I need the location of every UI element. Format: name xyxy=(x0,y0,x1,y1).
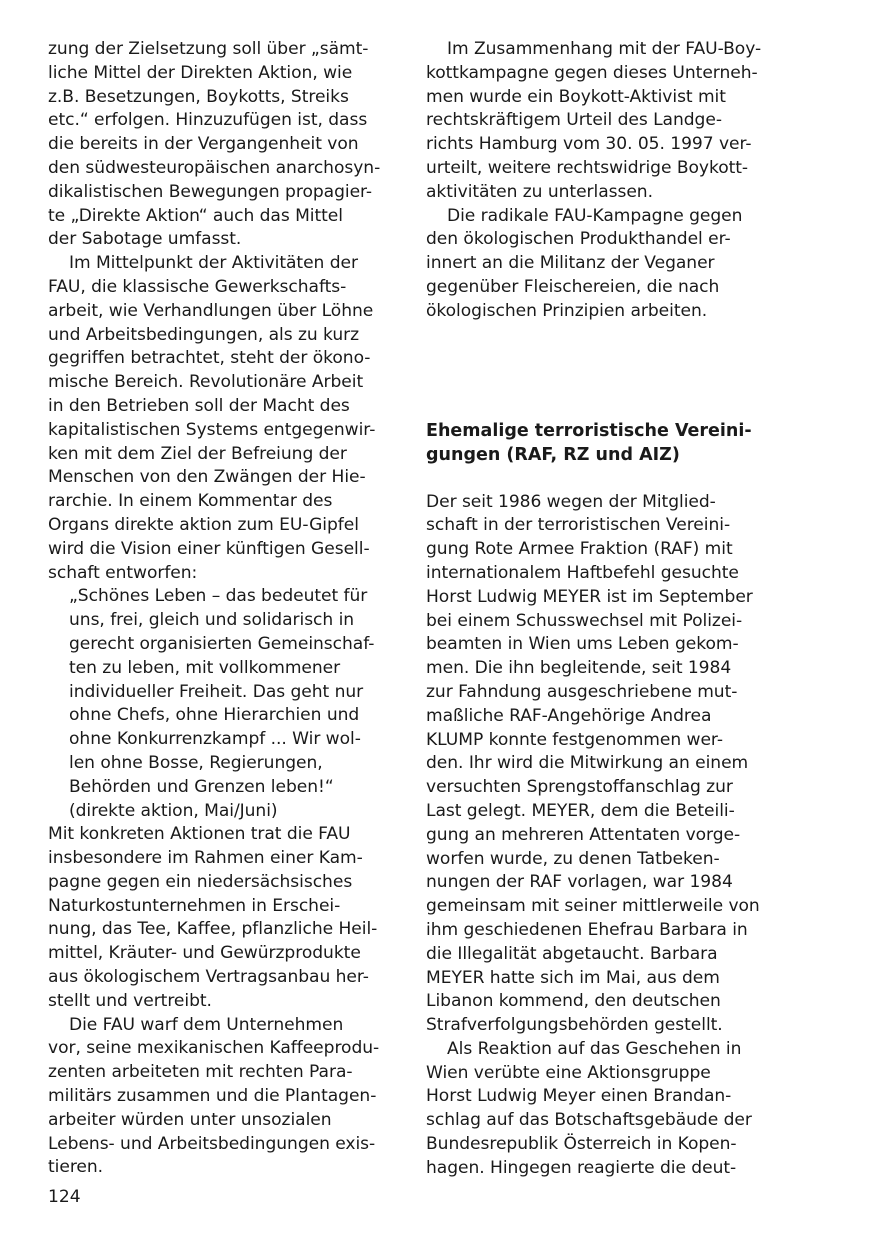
text-line: Strafverfolgungsbehörden gestellt. xyxy=(426,1015,723,1036)
quote-line: individueller Freiheit. Das geht nur xyxy=(69,681,364,702)
text-line: rarchie. In einem Kommentar des xyxy=(48,491,333,512)
text-line: urteilt, weitere rechtswidrige Boykott- xyxy=(426,157,749,178)
text-line: Im Mittelpunkt der Aktivitäten der xyxy=(69,253,358,274)
text-line: MEYER hatte sich im Mai, aus dem xyxy=(426,967,720,988)
text-line: arbeiter würden unter unsozialen xyxy=(48,1109,332,1130)
text-line: insbesondere im Rahmen einer Kam- xyxy=(48,848,363,869)
text-line: arbeit, wie Verhandlungen über Löhne xyxy=(48,300,374,321)
quote-line: Behörden und Grenzen leben!“ xyxy=(69,776,334,797)
paragraph xyxy=(48,38,393,252)
text-line: die bereits in der Vergangenheit von xyxy=(48,134,359,155)
text-line: Menschen von den Zwängen der Hie- xyxy=(48,467,366,488)
text-line: vor, seine mexikanischen Kaffeeprodu- xyxy=(48,1038,380,1059)
text-line: kapitalistischen Systems entgegenwir- xyxy=(48,419,376,440)
text-line: dikalistischen Bewegungen propagier- xyxy=(48,181,373,202)
text-line: tieren. xyxy=(48,1157,104,1178)
quote-line: len ohne Bosse, Regierungen, xyxy=(69,752,323,773)
left-column xyxy=(48,38,393,1180)
text-line: rechtskräftigem Urteil des Landge- xyxy=(426,110,722,131)
text-line: ken mit dem Ziel der Befreiung der xyxy=(48,443,347,464)
text-line: internationalem Haftbefehl gesuchte xyxy=(426,562,739,583)
text-line: schaft in der terroristischen Vereini- xyxy=(426,515,731,536)
quote-line: ten zu leben, mit vollkommener xyxy=(69,657,341,678)
text-line: der Sabotage umfasst. xyxy=(48,229,242,250)
text-line: den südwesteuropäischen anarchosyn- xyxy=(48,157,381,178)
text-line: zur Fahndung ausgeschriebene mut- xyxy=(426,681,738,702)
text-line: gung Rote Armee Fraktion (RAF) mit xyxy=(426,539,733,560)
text-line: bei einem Schusswechsel mit Polizei- xyxy=(426,610,743,631)
text-line: in den Betrieben soll der Macht des xyxy=(48,395,350,416)
text-line: gegenüber Fleischereien, die nach xyxy=(426,276,720,297)
text-line: schlag auf das Botschaftsgebäude der xyxy=(426,1110,752,1131)
quote-line: uns, frei, gleich und solidarisch in xyxy=(69,610,355,631)
quote-line: gerecht organisierten Gemeinschaf- xyxy=(69,633,375,654)
text-line: te „Direkte Aktion“ auch das Mittel xyxy=(48,205,343,226)
text-line: Bundesrepublik Österreich in Kopen- xyxy=(426,1134,737,1155)
text-line: Die FAU warf dem Unternehmen xyxy=(69,1014,344,1035)
text-line: aus ökologischem Vertragsanbau her- xyxy=(48,967,369,988)
text-line: mische Bereich. Revolutionäre Arbeit xyxy=(48,372,364,393)
quote-source: (direkte aktion, Mai/Juni) xyxy=(69,800,278,821)
paragraph xyxy=(426,38,771,205)
text-line: innert an die Militanz der Veganer xyxy=(426,253,715,274)
right-column xyxy=(426,38,771,1181)
text-line: gung an mehreren Attentaten vorge- xyxy=(426,824,741,845)
text-line: den ökologischen Produkthandel er- xyxy=(426,229,731,250)
text-line: beamten in Wien ums Leben gekom- xyxy=(426,634,739,655)
text-line: worfen wurde, zu denen Tatbeken- xyxy=(426,848,720,869)
text-line: etc.“ erfolgen. Hinzuzufügen ist, dass xyxy=(48,110,368,131)
text-line: Horst Ludwig MEYER ist im September xyxy=(426,586,753,607)
text-line: maßliche RAF-Angehörige Andrea xyxy=(426,705,712,726)
text-line: gemeinsam mit seiner mittlerweile von xyxy=(426,896,760,917)
text-line: men. Die ihn begleitende, seit 1984 xyxy=(426,658,732,679)
text-line: Libanon kommend, den deutschen xyxy=(426,991,721,1012)
heading-line: Ehemalige terroristische Vereini- xyxy=(426,420,752,441)
text-line: ökologischen Prinzipien arbeiten. xyxy=(426,300,708,321)
text-line: versuchten Sprengstoffanschlag zur xyxy=(426,777,733,798)
paragraph xyxy=(48,823,393,1013)
text-line: zenten arbeiteten mit rechten Para- xyxy=(48,1062,353,1083)
text-line: wird die Vision einer künftigen Gesell- xyxy=(48,538,370,559)
text-line: liche Mittel der Direkten Aktion, wie xyxy=(48,62,353,83)
text-line: gegriffen betrachtet, steht der ökono- xyxy=(48,348,371,369)
text-line: zung der Zielsetzung soll über „sämt- xyxy=(48,39,369,59)
text-line: Last gelegt. MEYER, dem die Beteili- xyxy=(426,800,735,821)
text-line: pagne gegen ein niedersächsisches xyxy=(48,871,353,892)
paragraph xyxy=(426,205,771,324)
text-line: militärs zusammen und die Plantagen- xyxy=(48,1086,377,1107)
text-line: Der seit 1986 wegen der Mitglied- xyxy=(426,491,716,512)
text-line: hagen. Hingegen reagierte die deut- xyxy=(426,1157,737,1178)
text-line: men wurde ein Boykott-Aktivist mit xyxy=(426,86,726,107)
text-line: FAU, die klassische Gewerkschafts- xyxy=(48,276,347,297)
section-heading xyxy=(426,419,771,467)
text-line: Naturkostunternehmen in Erschei- xyxy=(48,895,341,916)
text-line: Im Zusammenhang mit der FAU-Boy- xyxy=(447,39,762,59)
text-line: Mit konkreten Aktionen trat die FAU xyxy=(48,824,351,845)
text-line: und Arbeitsbedingungen, als zu kurz xyxy=(48,324,360,345)
text-line: den. Ihr wird die Mitwirkung an einem xyxy=(426,753,749,774)
text-line: mittel, Kräuter- und Gewürzprodukte xyxy=(48,943,361,964)
text-line: die Illegalität abgetaucht. Barbara xyxy=(426,943,718,964)
text-line: kottkampagne gegen dieses Unterneh- xyxy=(426,62,758,83)
page-number: 124 xyxy=(48,1187,81,1207)
text-line: Organs direkte aktion zum EU-Gipfel xyxy=(48,514,359,535)
text-line: z.B. Besetzungen, Boykotts, Streiks xyxy=(48,86,349,107)
paragraph xyxy=(426,1038,771,1181)
paragraph xyxy=(48,1014,393,1181)
text-line: Lebens- und Arbeitsbedingungen exis- xyxy=(48,1133,376,1154)
text-line: aktivitäten zu unterlassen. xyxy=(426,181,653,202)
text-line: nungen der RAF vorlagen, war 1984 xyxy=(426,872,733,893)
text-line: nung, das Tee, Kaffee, pflanzliche Heil- xyxy=(48,919,378,940)
text-line: Wien verübte eine Aktionsgruppe xyxy=(426,1062,711,1083)
paragraph xyxy=(426,491,771,1038)
text-line: ihm geschiedenen Ehefrau Barbara in xyxy=(426,919,748,940)
text-line: Horst Ludwig Meyer einen Brandan- xyxy=(426,1086,732,1107)
quote-line: ohne Chefs, ohne Hierarchien und xyxy=(69,705,360,726)
text-line: Die radikale FAU-Kampagne gegen xyxy=(447,205,743,226)
text-line: richts Hamburg vom 30. 05. 1997 ver- xyxy=(426,134,752,155)
text-line: Als Reaktion auf das Geschehen in xyxy=(447,1038,742,1059)
quote-line: ohne Konkurrenzkampf ... Wir wol- xyxy=(69,729,361,750)
heading-line: gungen (RAF, RZ und AIZ) xyxy=(426,444,680,465)
paragraph xyxy=(48,252,393,585)
block-quote xyxy=(48,585,393,823)
quote-line: „Schönes Leben – das bedeutet für xyxy=(69,586,368,607)
text-line: KLUMP konnte festgenommen wer- xyxy=(426,729,723,750)
text-line: stellt und vertreibt. xyxy=(48,990,212,1011)
text-line: schaft entworfen: xyxy=(48,562,198,583)
